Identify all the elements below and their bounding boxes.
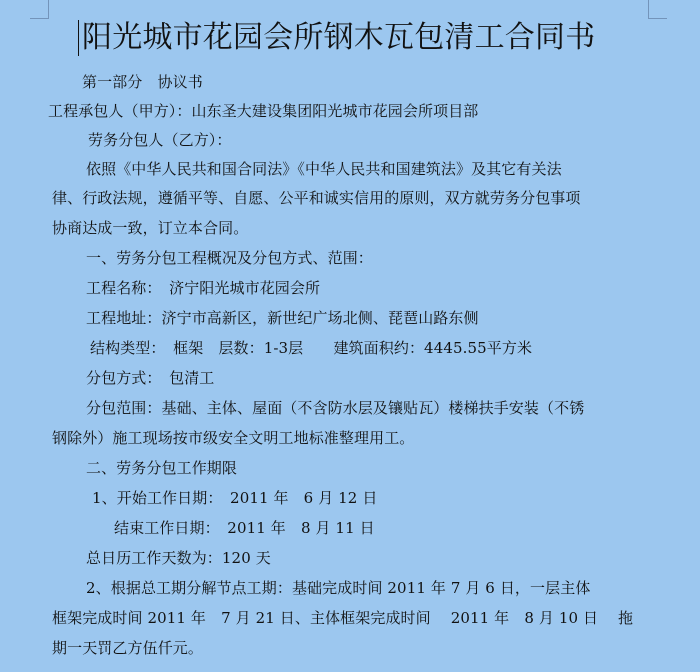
page-corner-mark-right <box>648 0 667 19</box>
end-date-line: 结束工作日期： 2011 年 8 月 11 日 <box>114 519 375 537</box>
project-name-line: 工程名称： 济宁阳光城市花园会所 <box>86 279 321 297</box>
section-heading: 第一部分 协议书 <box>82 73 203 91</box>
section-one-heading: 一、劳务分包工程概况及分包方式、范围： <box>86 249 373 267</box>
intro-paragraph-line-3: 协商达成一致，订立本合同。 <box>52 219 249 237</box>
party-a-line: 工程承包人（甲方）：山东圣大建设集团阳光城市花园会所项目部 <box>48 102 479 120</box>
text-cursor <box>78 20 79 56</box>
intro-paragraph-line-2: 律、行政法规，遵循平等、自愿、公平和诚实信用的原则，双方就劳务分包事项 <box>52 189 581 207</box>
penalty-line: 期一天罚乙方伍仟元。 <box>52 639 204 657</box>
document-title: 阳光城市花园会所钢木瓦包清工合同书 <box>82 20 596 55</box>
node-schedule-line-2: 框架完成时间 2011 年 7 月 21 日、主体框架完成时间 2011 年 8 月 10 日 拖 <box>52 609 634 627</box>
subcontract-method-line: 分包方式： 包清工 <box>86 369 215 387</box>
project-address-line: 工程地址：济宁市高新区，新世纪广场北侧、琵琶山路东侧 <box>86 309 479 327</box>
total-days-line: 总日历工作天数为：120 天 <box>86 549 271 567</box>
start-date-line: 1、开始工作日期： 2011 年 6 月 12 日 <box>92 489 378 507</box>
scope-line-1: 分包范围：基础、主体、屋面（不含防水层及镶贴瓦）楼梯扶手安装（不锈 <box>86 399 585 417</box>
section-two-heading: 二、劳务分包工作期限 <box>86 459 238 477</box>
intro-paragraph-line-1: 依照《中华人民共和国合同法》《中华人民共和国建筑法》及其它有关法 <box>86 160 562 178</box>
structure-line: 结构类型： 框架 层数：1-3层 建筑面积约：4445.55平方米 <box>90 339 533 357</box>
node-schedule-line-1: 2、根据总工期分解节点工期：基础完成时间 2011 年 7 月 6 日，一层主体 <box>86 579 591 597</box>
scope-line-2: 钢除外）施工现场按市级安全文明工地标准整理用工。 <box>52 429 415 447</box>
party-b-line: 劳务分包人（乙方）： <box>88 131 232 149</box>
page-corner-mark-left <box>30 0 49 19</box>
